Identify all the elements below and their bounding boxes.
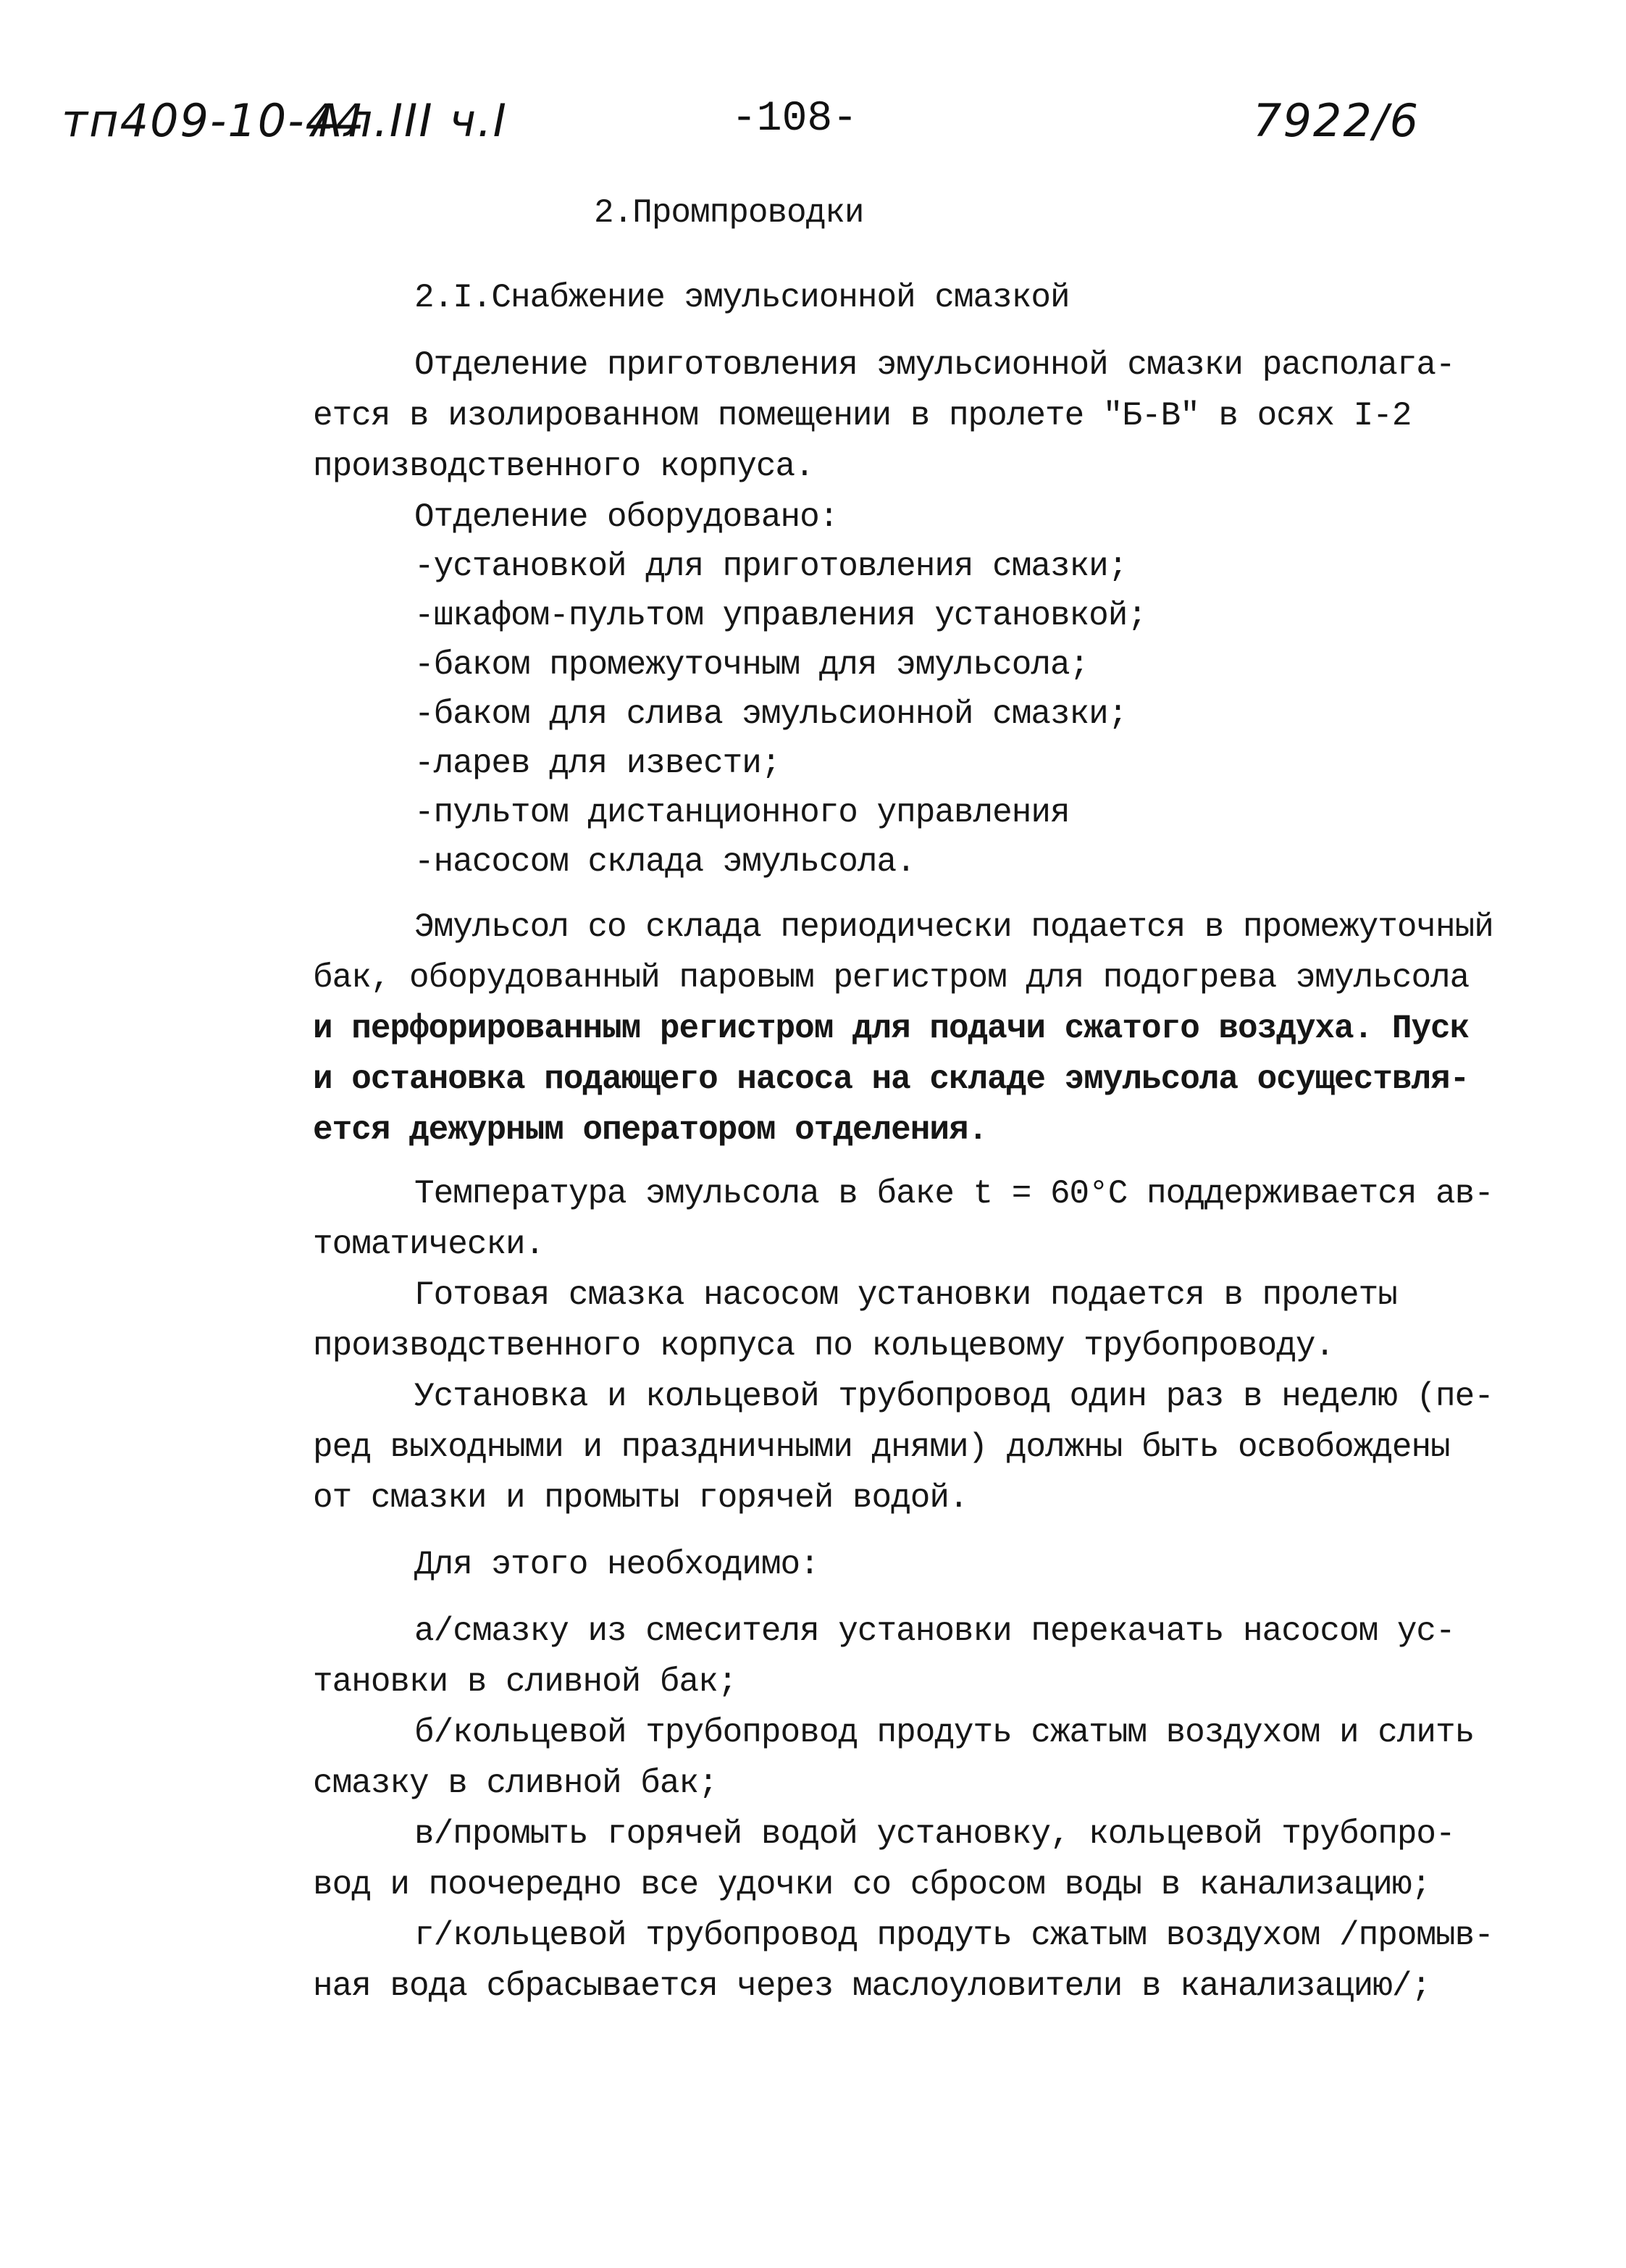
equipment-item: -баком для слива эмульсионной смазки; [414,695,1128,733]
temperature-line: Температура эмульсола в баке t = 60°C поддерживается ав- [414,1175,1493,1213]
intro-line: Отделение приготовления эмульсионной смазки располага- [414,346,1455,384]
ready-line: Готовая смазка насосом установки подается в пролеты [414,1276,1397,1314]
step-a-line: тановки в сливной бак; [313,1663,737,1701]
step-a-line: а/смазку из смесителя установки перекачать насосом ус- [414,1612,1455,1650]
equipment-item: -шкафом-пультом управления установкой; [414,597,1147,635]
equipment-item: -установкой для приготовления смазки; [414,548,1128,585]
weekly-line: ред выходными и праздничными днями) должны быть освобождены [313,1428,1450,1466]
intro-line: ется в изолированном помещении в пролете "Б-В" в осях I-2 [313,397,1412,435]
weekly-line: Установка и кольцевой трубопровод один раз в неделю (пе- [414,1378,1493,1415]
step-c-line: вод и поочередно все удочки со сбросом воды в канализацию; [313,1866,1431,1904]
step-c-line: в/промыть горячей водой установку, кольцевой трубопро- [414,1815,1455,1853]
supply-line: бак, оборудованный паровым регистром для подогрева эмульсола [313,959,1470,997]
ready-line: производственного корпуса по кольцевому трубопроводу. [313,1327,1335,1365]
supply-line: ется дежурным оператором отделения. [313,1111,988,1149]
step-d-line: г/кольцевой трубопровод продуть сжатым воздухом /промыв- [414,1917,1493,1954]
step-b-line: б/кольцевой трубопровод продуть сжатым воздухом и слить [414,1714,1475,1752]
equipment-item: -ларев для извести; [414,745,781,782]
step-d-line: ная вода сбрасывается через маслоуловители в канализацию/; [313,1967,1431,2005]
subsection-title: 2.I.Снабжение эмульсионной смазкой [414,279,1070,317]
step-b-line: смазку в сливной бак; [313,1765,718,1802]
supply-line: и остановка подающего насоса на складе эмульсола осуществля- [313,1060,1470,1098]
supply-line: и перфорированным регистром для подачи сжатого воздуха. Пуск [313,1010,1470,1047]
weekly-line: от смазки и промыты горячей водой. [313,1479,968,1517]
section-title: 2.Промпроводки [594,194,864,232]
equipment-item: -пультом дистанционного управления [414,794,1070,832]
sheet-reference: 7922/6 [1253,94,1420,147]
equipment-item: -насосом склада эмульсола. [414,843,915,881]
document-code: тп409-10-44 [62,94,366,147]
album-reference: Ал.III ч.I [311,94,508,147]
temperature-line: томатически. [313,1226,545,1263]
equipment-heading: Отделение оборудовано: [414,498,839,536]
equipment-item: -баком промежуточным для эмульсола; [414,646,1089,684]
supply-line: Эмульсол со склада периодически подается в промежуточный [414,908,1493,946]
intro-line: производственного корпуса. [313,448,814,485]
needed-heading: Для этого необходимо: [414,1546,819,1583]
page-number: -108- [732,96,858,143]
